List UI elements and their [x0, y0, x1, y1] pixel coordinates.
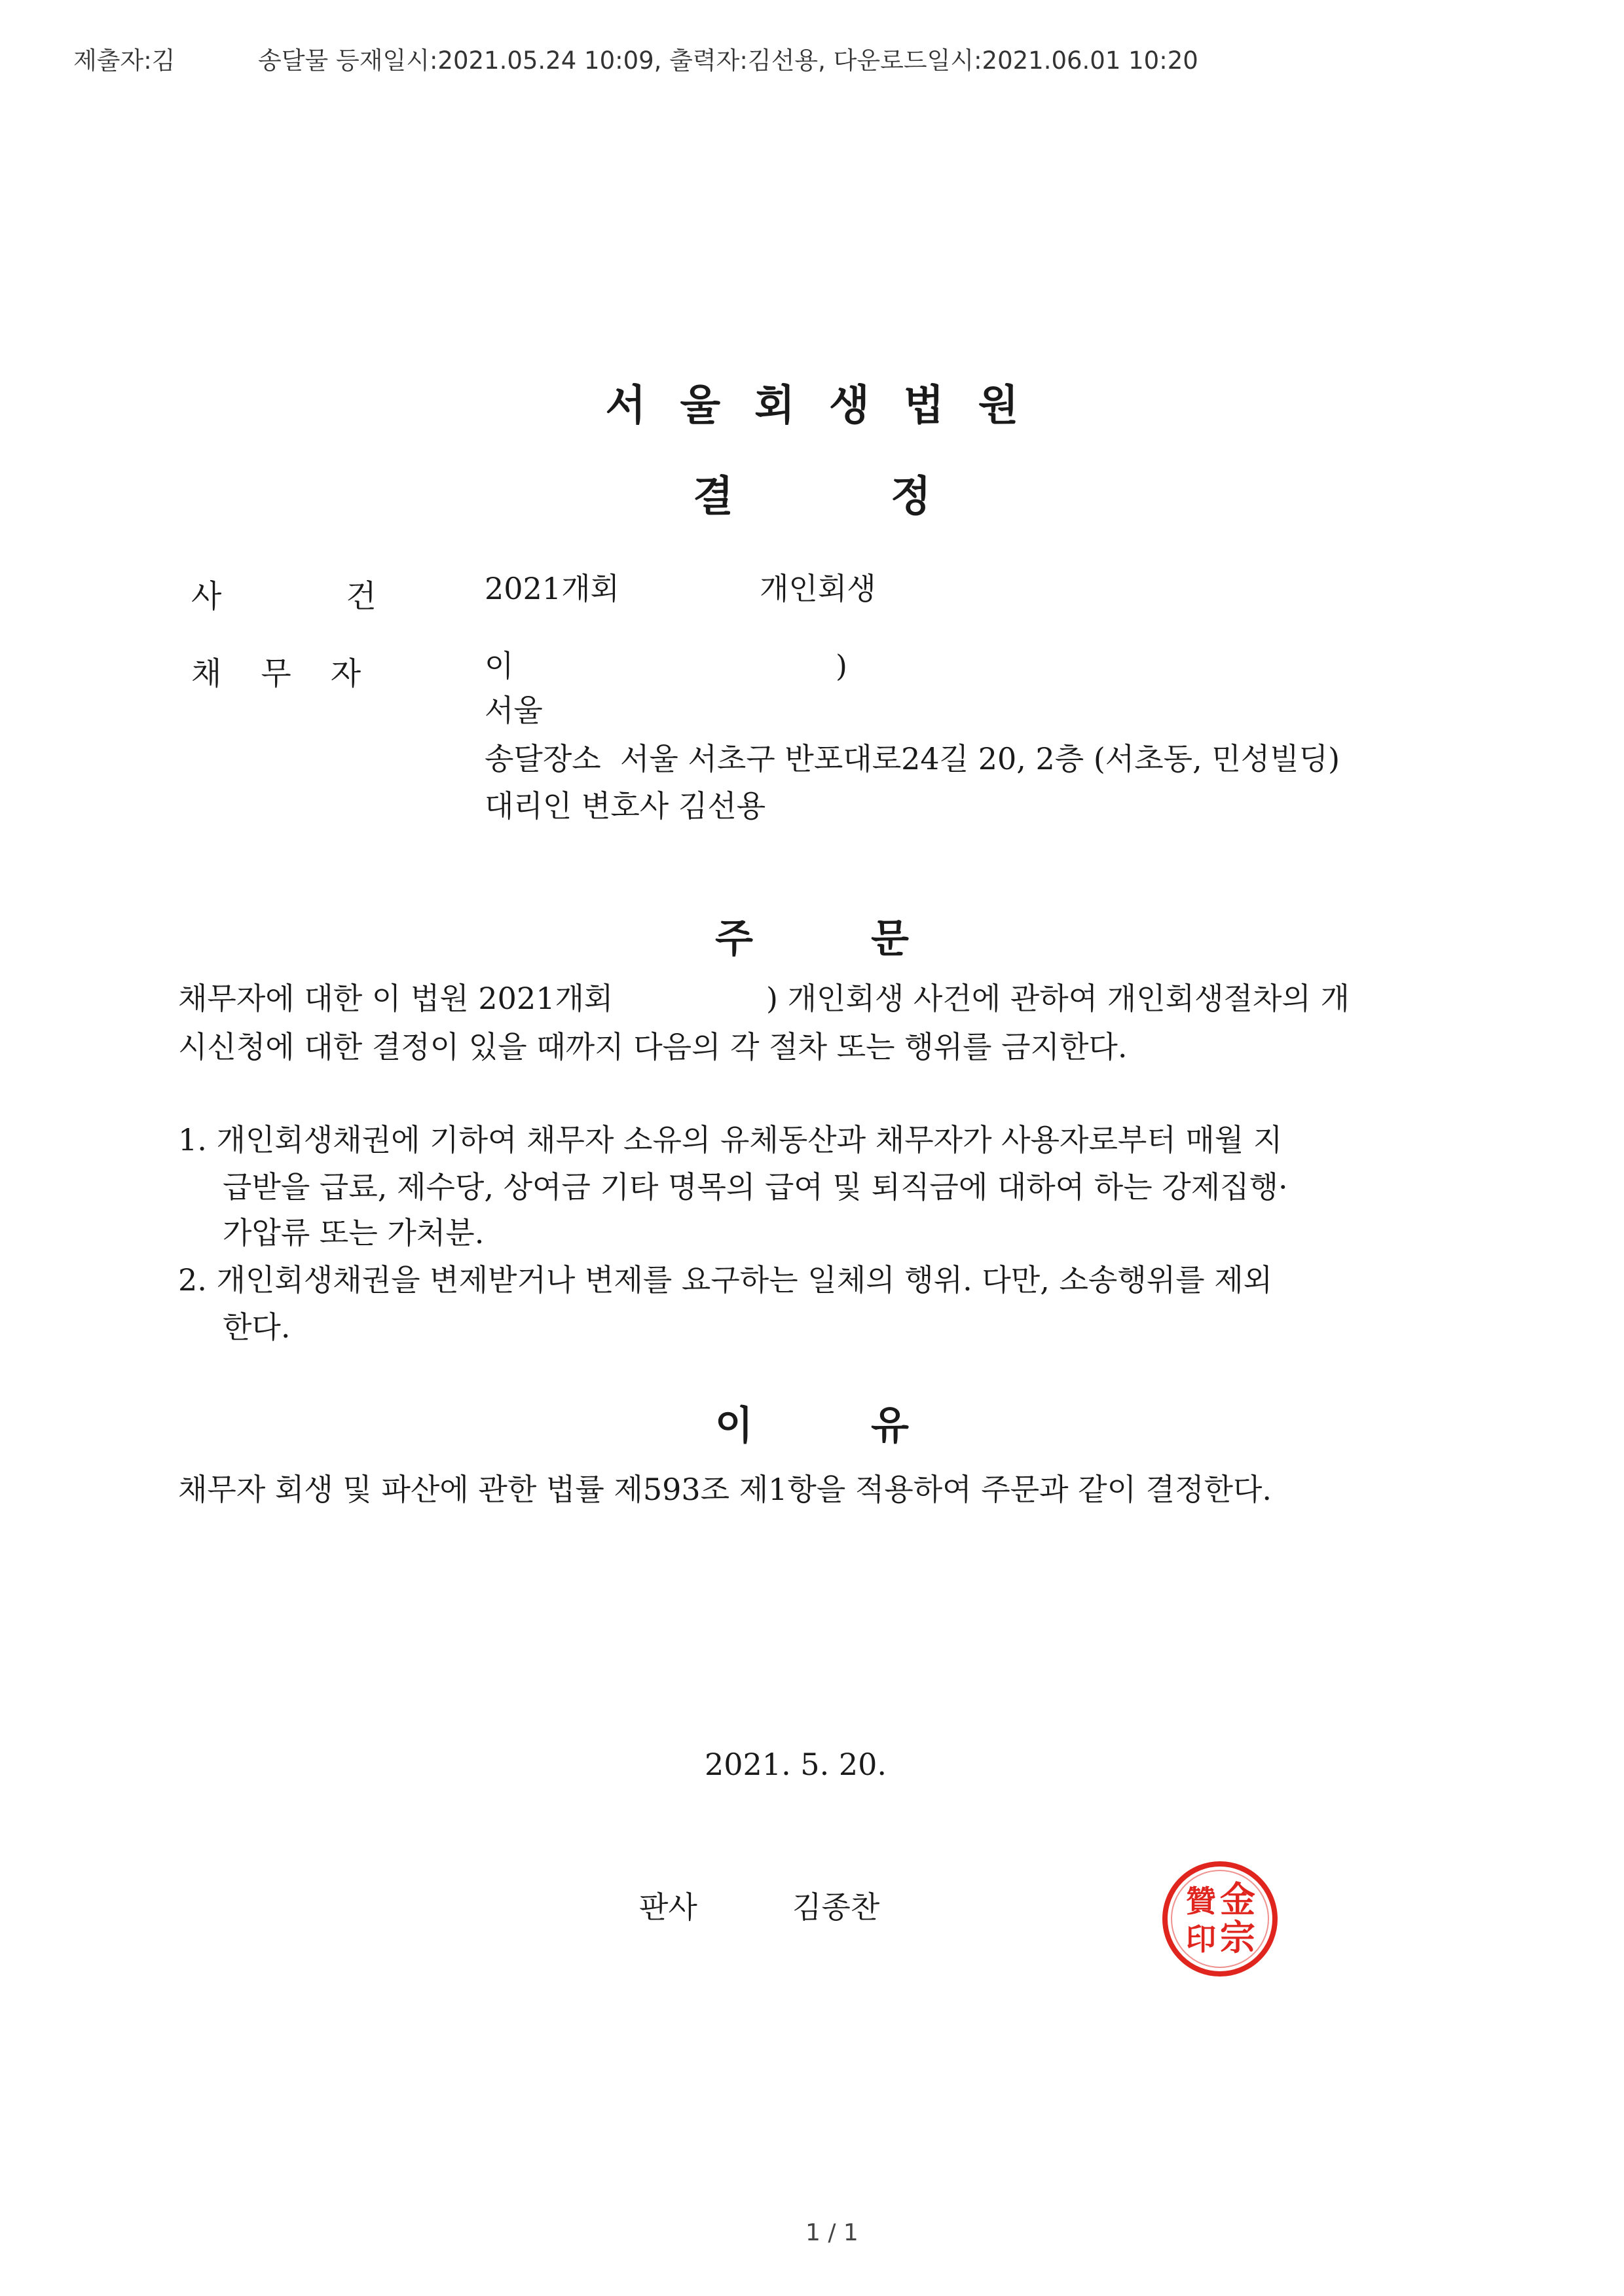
judge-title: 판사 — [639, 1889, 697, 1925]
order-intro-line1-a: 채무자에 대한 이 법원 2021개회 — [178, 981, 614, 1016]
attorney: 대리인 변호사 김선용 — [485, 788, 766, 824]
document-title: 결정 — [693, 473, 1088, 521]
case-type: 개인회생 — [760, 571, 876, 606]
submitter-info: 제출자:김 — [73, 46, 175, 75]
order-item-1-line2: 급받을 급료, 제수당, 상여금 기타 명목의 급여 및 퇴직금에 대하여 하는 강제집행· — [223, 1169, 1288, 1205]
svg-text:宗: 宗 — [1220, 1916, 1255, 1958]
debtor-address: 서울 — [485, 693, 543, 728]
order-item-2-line1: 2. 개인회생채권을 변제받거나 변제를 요구하는 일체의 행위. 다만, 소송행위를 제외 — [178, 1262, 1273, 1298]
debtor-label: 채무자 — [191, 655, 401, 692]
debtor-name: 이 — [485, 648, 514, 683]
order-item-1-line1: 1. 개인회생채권에 기하여 채무자 소유의 유체동산과 채무자가 사용자로부터 매월 지 — [178, 1122, 1283, 1157]
page-number: 1 / 1 — [805, 2219, 858, 2246]
case-label: 사건 — [191, 578, 501, 615]
reason-text: 채무자 회생 및 파산에 관한 법률 제593조 제1항을 적용하여 주문과 같이 결정한다. — [178, 1472, 1272, 1507]
order-intro-line2: 시신청에 대한 결정이 있을 때까지 다음의 각 절차 또는 행위를 금지한다. — [178, 1029, 1128, 1065]
decision-date: 2021. 5. 20. — [705, 1747, 887, 1782]
svg-text:金: 金 — [1220, 1878, 1255, 1920]
debtor-name-close: ) — [836, 648, 847, 683]
order-intro-line1-b: ) 개인회생 사건에 관하여 개인회생절차의 개 — [766, 981, 1350, 1016]
court-name: 서울회생법원 — [605, 382, 1053, 430]
reason-title: 이유 — [715, 1403, 1027, 1449]
service-address: 송달장소 서울 서초구 반포대로24길 20, 2층 (서초동, 민성빌딩) — [485, 741, 1340, 776]
case-number: 2021개회 — [485, 571, 619, 606]
order-title: 주문 — [715, 916, 1027, 962]
judge-seal — [1159, 1858, 1281, 1980]
order-item-2-line2: 한다. — [223, 1309, 291, 1345]
svg-text:印: 印 — [1186, 1922, 1216, 1957]
svg-text:贊: 贊 — [1186, 1884, 1216, 1919]
order-item-1-line3: 가압류 또는 가처분. — [223, 1215, 485, 1250]
delivery-info: 송달물 등재일시:2021.05.24 10:09, 출력자:김선용, 다운로드일시:2021.06.01 10:20 — [258, 46, 1198, 75]
judge-name: 김종찬 — [792, 1889, 880, 1925]
